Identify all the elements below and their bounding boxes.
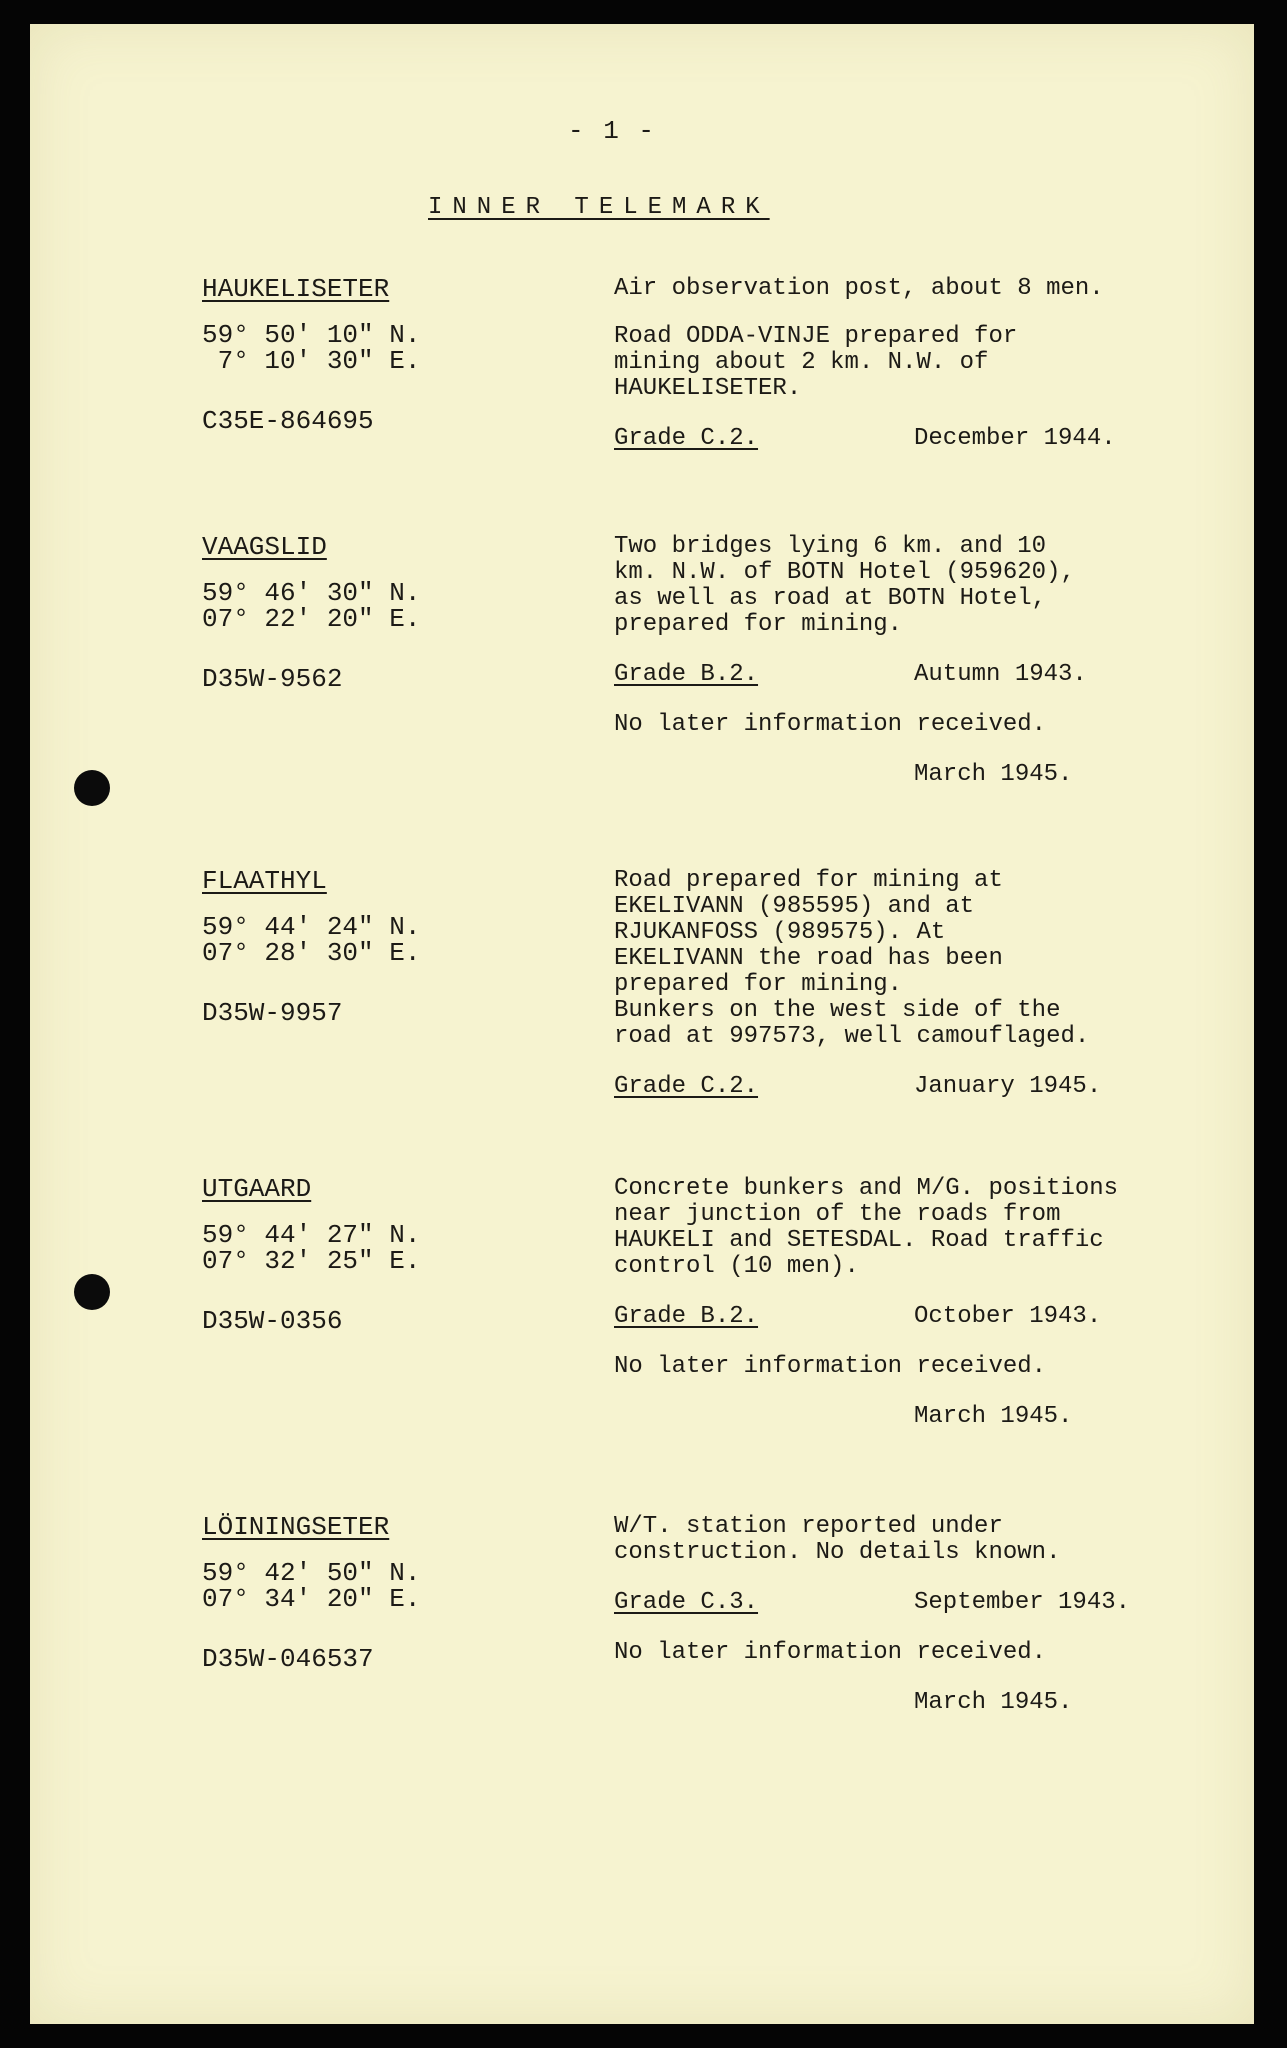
- report-date: January 1945.: [914, 1073, 1102, 1100]
- longitude: 07° 34' 20" E.: [202, 1584, 421, 1614]
- grade: Grade C.2.: [614, 1073, 759, 1100]
- grid-reference: D35W-0356: [202, 1306, 343, 1336]
- longitude: 07° 32' 25" E.: [202, 1246, 421, 1276]
- report-line: Bunkers on the west side of the: [614, 997, 1061, 1024]
- report-date: September 1943.: [914, 1589, 1131, 1616]
- report-line: road at 997573, well camouflaged.: [614, 1023, 1090, 1050]
- report-date: October 1943.: [914, 1303, 1102, 1330]
- grid-reference: D35W-046537: [202, 1644, 374, 1674]
- later-info-note: No later information received.: [614, 1639, 1047, 1666]
- report-date: Autumn 1943.: [914, 661, 1087, 688]
- report-block: [614, 1176, 1214, 1430]
- grid-reference: D35W-9957: [202, 998, 343, 1028]
- punch-hole: [74, 1274, 110, 1310]
- latitude: 59° 44' 27" N.: [202, 1220, 421, 1250]
- longitude: 7° 10' 30" E.: [202, 346, 421, 376]
- location-block: [202, 868, 522, 1026]
- longitude: 07° 22' 20" E.: [202, 604, 421, 634]
- later-info-note: No later information received.: [614, 1353, 1047, 1380]
- report-line: prepared for mining.: [614, 971, 903, 998]
- grade: Grade C.3.: [614, 1589, 759, 1616]
- location-block: [202, 276, 522, 434]
- latitude: 59° 46' 30" N.: [202, 578, 421, 608]
- report-line: Air observation post, about 8 men.: [614, 275, 1104, 302]
- report-line: HAUKELISETER.: [614, 375, 802, 402]
- report-date: December 1944.: [914, 425, 1116, 452]
- report-line: mining about 2 km. N.W. of: [614, 349, 989, 376]
- grade: Grade B.2.: [614, 1303, 759, 1330]
- report-line: EKELIVANN the road has been: [614, 945, 1003, 972]
- report-block: [614, 1514, 1214, 1716]
- later-info-note: No later information received.: [614, 711, 1047, 738]
- grade: Grade C.2.: [614, 425, 759, 452]
- report-line: near junction of the roads from: [614, 1201, 1061, 1228]
- document-page: [30, 24, 1254, 2024]
- report-block: [614, 276, 1214, 452]
- later-date: March 1945.: [914, 1689, 1073, 1716]
- location-name: HAUKELISETER: [202, 274, 390, 304]
- report-line: construction. No details known.: [614, 1539, 1061, 1566]
- report-line: W/T. station reported under: [614, 1513, 1003, 1540]
- report-line: Concrete bunkers and M/G. positions: [614, 1175, 1119, 1202]
- grade-row: [614, 1590, 1214, 1616]
- report-line: Two bridges lying 6 km. and 10: [614, 533, 1047, 560]
- report-line: control (10 men).: [614, 1253, 859, 1280]
- report-line: HAUKELI and SETESDAL. Road traffic: [614, 1227, 1104, 1254]
- location-block: [202, 1514, 522, 1672]
- location-name: LÖININGSETER: [202, 1512, 390, 1542]
- grade: Grade B.2.: [614, 661, 759, 688]
- latitude: 59° 50' 10" N.: [202, 320, 421, 350]
- longitude: 07° 28' 30" E.: [202, 938, 421, 968]
- later-date: March 1945.: [914, 1403, 1073, 1430]
- location-name: UTGAARD: [202, 1174, 312, 1204]
- report-line: Road ODDA-VINJE prepared for: [614, 323, 1018, 350]
- report-block: [614, 868, 1214, 1100]
- grid-reference: C35E-864695: [202, 406, 374, 436]
- grid-reference: D35W-9562: [202, 664, 343, 694]
- grade-row: [614, 1074, 1214, 1100]
- report-block: [614, 534, 1214, 788]
- report-line: km. N.W. of BOTN Hotel (959620),: [614, 559, 1075, 586]
- latitude: 59° 42' 50" N.: [202, 1558, 421, 1588]
- latitude: 59° 44' 24" N.: [202, 912, 421, 942]
- grade-row: [614, 662, 1214, 688]
- report-line: RJUKANFOSS (989575). At: [614, 919, 946, 946]
- location-name: FLAATHYL: [202, 866, 327, 896]
- report-line: prepared for mining.: [614, 611, 903, 638]
- report-line: as well as road at BOTN Hotel,: [614, 585, 1047, 612]
- page-number: - 1 -: [567, 116, 656, 146]
- page-title: INNER TELEMARK: [428, 194, 770, 221]
- location-name: VAAGSLID: [202, 532, 327, 562]
- grade-row: [614, 426, 1214, 452]
- location-block: [202, 1176, 522, 1334]
- punch-hole: [74, 770, 110, 806]
- report-line: EKELIVANN (985595) and at: [614, 893, 975, 920]
- later-date: March 1945.: [914, 761, 1073, 788]
- report-line: Road prepared for mining at: [614, 867, 1003, 894]
- location-block: [202, 534, 522, 692]
- grade-row: [614, 1304, 1214, 1330]
